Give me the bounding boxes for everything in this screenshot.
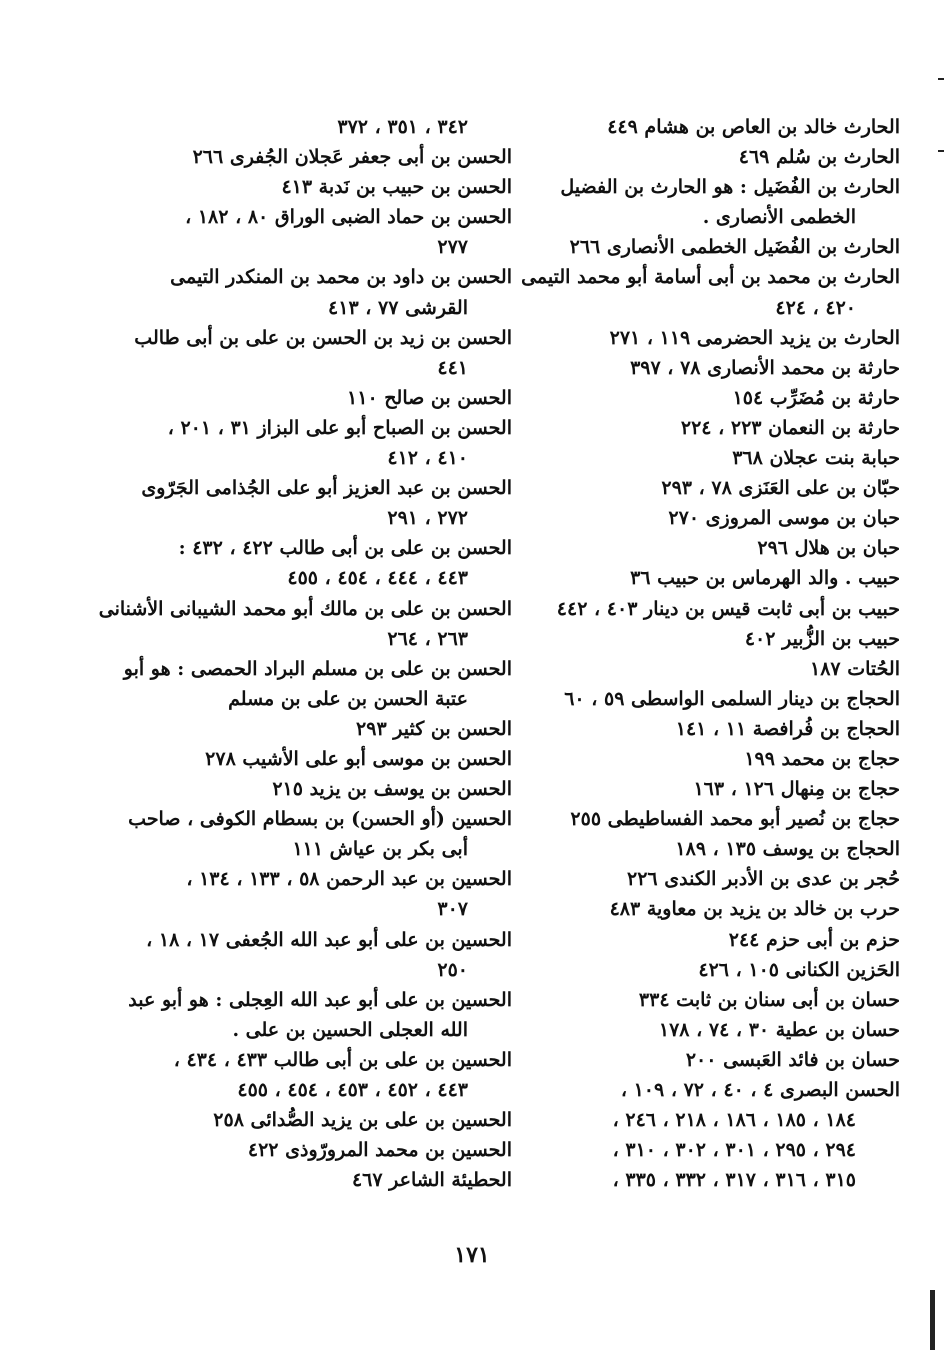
index-entry-line: ٢٧٧ [437,236,468,259]
index-entry-line: الحسين بن على بن يزيد الصُّدائى ٢٥٨ [213,1109,512,1132]
index-entry-line: الحارث بن الفُضَيل : هو الحارث بن الفضيل [560,176,900,199]
edge-mark [938,150,944,152]
index-entry-line: الحسن بن الصباح أبو على البزاز ٣١ ، ٢٠١ ، [167,416,512,439]
index-entry-line: ٢٩٤ ، ٢٩٥ ، ٣٠١ ، ٣٠٢ ، ٣١٠ ، [612,1139,856,1162]
index-entry-line: حبان بن موسى المروزى ٢٧٠ [668,507,900,530]
index-entry-line: الحسن بن زيد بن الحسن بن على بن أبى طالب [134,326,512,349]
index-entry-line: حبيب بن الزُّبير ٤٠٢ [744,627,900,650]
index-entry-line: ٢٥٠ [437,958,468,981]
index-entry-line: الحَزين الكنانى ١٠٥ ، ٤٢٦ [698,958,900,981]
index-entry-line: حارثة بن مُضَرِّب ١٥٤ [732,386,900,409]
index-entry-line: حبّان بن على العَنَزى ٧٨ ، ٢٩٣ [661,477,900,500]
index-entry-line: الحسن البصرى ٤ ، ٤٠ ، ٧٢ ، ١٠٩ ، [620,1079,900,1101]
index-entry-line: الحسن بن كثير ٢٩٣ [356,717,512,740]
index-entry-line: القرشى ٧٧ ، ٤١٣ [328,296,468,319]
index-entry-line: الله العجلى الحسين بن على . [232,1018,468,1041]
index-entry-line: ٣١٥ ، ٣١٦ ، ٣١٧ ، ٣٣٢ ، ٣٣٥ ، [612,1169,856,1192]
index-entry-line: حارثة بن النعمان ٢٢٣ ، ٢٢٤ [680,416,900,439]
index-entry-line: الحجاج بن يوسف ١٣٥ ، ١٨٩ [675,838,900,861]
index-entry-line: حبيب بن أبى ثابت قيس بن دينار ٤٠٣ ، ٤٤٢ [556,597,900,620]
index-entry-line: حبان بن هلال ٢٩٦ [757,537,900,560]
index-entry-line: حارثة بن محمد الأنصارى ٧٨ ، ٣٩٧ [630,356,900,379]
index-entry-line: الحسن بن يوسف بن يزيد ٢١٥ [272,778,512,801]
index-entry-line: عتبة الحسن بن على بن مسلم [228,687,468,710]
index-entry-line: الحارث بن سُلم ٤٦٩ [738,146,900,169]
index-entry-line: حزم بن أبى حزم ٢٤٤ [728,928,900,951]
index-entry-line: حجاج بن محمد ١٩٩ [744,747,900,770]
index-entry-line: الحارث بن الفُضَيل الخطمى الأنصارى ٢٦٦ [569,236,900,259]
page-number: ١٧١ [454,1242,490,1268]
index-entry-line: الحسين بن محمد المرورّوذى ٤٢٢ [247,1139,512,1162]
index-entry-line: ٣٤٢ ، ٣٥١ ، ٣٧٢ [337,116,468,138]
edge-mark [938,78,944,80]
index-entry-line: الحُتات ١٨٧ [810,657,900,680]
index-entry-line: حبيب . والد الهرماس بن حبيب ٣٦ [630,567,900,590]
index-entry-line: الخطمى الأنصارى . [702,206,856,229]
index-entry-line: الحسن بن على بن أبى طالب ٤٢٢ ، ٤٣٢ : [178,537,512,560]
index-entry-line: الحسن بن داود بن محمد بن المنكدر التيمى [170,266,512,289]
index-entry-line: الحسين بن على بن أبى طالب ٤٣٣ ، ٤٣٤ ، [173,1048,512,1071]
index-entry-line: الحسين بن على أبو عبد الله الجُعفى ١٧ ، ١٨ ، [146,928,512,951]
edge-mark [930,1290,935,1350]
index-entry-line: الحجاج بن دينار السلمى الواسطى ٥٩ ، ٦٠ [564,687,900,710]
index-entry-line: الحسن بن صالح ١١٠ [347,386,512,409]
index-entry-line: الحسن بن على بن مالك أبو محمد الشيبانى الأشنانى [98,597,512,620]
index-entry-line: الحسن بن على بن مسلم البراد الحمصى : هو أبو [123,657,512,680]
index-entry-line: حسان بن فائد العَبسى ٢٠٠ [685,1048,900,1071]
index-entry-line: ٣٠٧ [437,898,468,921]
index-entry-line: حسان بن عطية ٣٠ ، ٧٤ ، ١٧٨ [658,1018,900,1041]
index-entry-line: الحسن بن أبى جعفر عَجلان الجُفرى ٢٦٦ [192,146,512,169]
index-entry-line: ١٨٤ ، ١٨٥ ، ١٨٦ ، ٢١٨ ، ٢٤٦ ، [612,1109,856,1132]
index-entry-line: ٢٦٣ ، ٢٦٤ [387,627,468,650]
index-column-left [98,112,512,1195]
index-entry-line: ٤٢٠ ، ٤٢٤ [775,296,856,319]
index-entry-line: ٤٤١ [437,356,468,379]
index-entry-line: حجاج بن مِنهال ١٢٦ ، ١٦٣ [693,778,900,801]
index-entry-line: الحسين (أو الحسن) بن بسطام الكوفى ، صاحب [128,808,512,831]
index-entry-line: الحجاج بن فُرافصة ١١ ، ١٤١ [675,717,900,740]
index-entry-line: ٤١٠ ، ٤١٢ [387,447,468,470]
index-column-right [521,112,900,1195]
index-entry-line: الحارث خالد بن العاص بن هشام ٤٤٩ [607,116,900,138]
index-entry-line: حبابة بنت عجلان ٣٦٨ [732,447,900,470]
index-entry-line: ٢٧٢ ، ٢٩١ [387,507,468,530]
index-entry-line: ٤٤٣ ، ٤٤٤ ، ٤٥٤ ، ٤٥٥ [287,567,468,590]
index-entry-line: الحطيئة الشاعر ٤٦٧ [351,1169,512,1192]
index-entry-line: ٤٤٣ ، ٤٥٢ ، ٤٥٣ ، ٤٥٤ ، ٤٥٥ [237,1079,468,1101]
index-entry-line: حسان بن أبى سنان بن ثابت ٣٣٤ [638,988,900,1011]
index-entry-line: الحسن بن حبيب بن نَدبة ٤١٣ [281,176,512,199]
index-entry-line: حجاج بن نُصير أبو محمد الفساطيطى ٢٥٥ [570,808,900,831]
index-entry-line: الحسن بن عبد العزيز أبو على الجُذامى الجَرّوى [141,477,512,500]
index-entry-line: حُجر بن عدى بن الأدبر الكندى ٢٢٦ [627,868,900,891]
index-entry-line: الحارث بن يزيد الحضرمى ١١٩ ، ٢٧١ [609,326,900,349]
index-entry-line: الحسن بن موسى أبو على الأشيب ٢٧٨ [205,747,512,770]
index-entry-line: حرب بن خالد بن يزيد بن معاوية ٤٨٣ [609,898,900,921]
index-entry-line: أبى بكر بن عياش ١١١ [292,838,468,861]
index-entry-line: الحسين بن على أبو عبد الله العِجلى : هو أبو عبد [128,988,512,1011]
index-entry-line: الحسن بن حماد الضبى الوراق ٨٠ ، ١٨٢ ، [185,206,512,229]
index-entry-line: الحارث بن محمد بن أبى أسامة أبو محمد التيمى [521,266,900,289]
index-entry-line: الحسين بن عبد الرحمن ٥٨ ، ١٣٣ ، ١٣٤ ، [186,868,512,891]
